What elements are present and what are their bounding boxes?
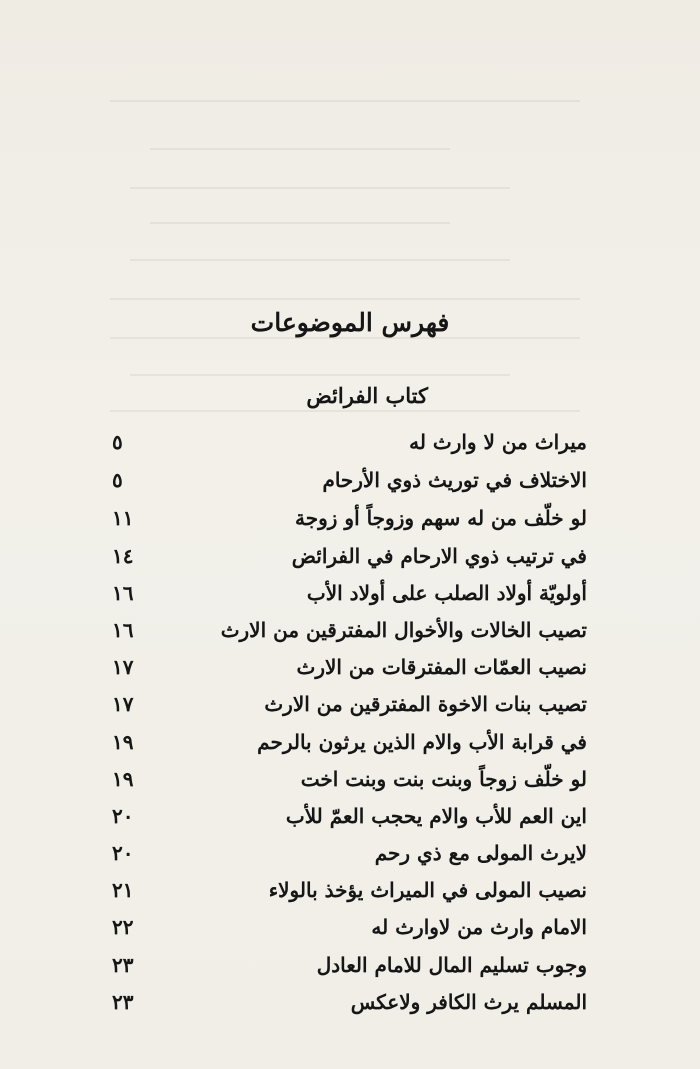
toc-entry-page: ١٦ (112, 618, 134, 642)
toc-entry-page: ١٩ (112, 730, 134, 754)
page-title: فهرس الموضوعات (250, 308, 450, 337)
toc-entry (112, 650, 587, 684)
toc-entry (112, 539, 587, 573)
toc-entry (112, 501, 587, 535)
toc-entry-page: ٥ (112, 468, 123, 492)
toc-entry (112, 948, 587, 982)
toc-entry (112, 873, 587, 907)
toc-entry-page: ١٤ (112, 544, 134, 568)
toc-entry-title: لو خلّف من له سهم وزوجاً أو زوجة (295, 506, 587, 530)
toc-entry-title: في ترتيب ذوي الارحام في الفرائض (291, 544, 587, 568)
toc-entry (112, 910, 587, 944)
toc-entry-page: ٢٣ (112, 990, 134, 1014)
toc-entry (112, 725, 587, 759)
toc-entry-title: أولويّة أولاد الصلب على أولاد الأب (306, 581, 587, 605)
toc-entry-title: نصيب المولى في الميراث يؤخذ بالولاء (268, 878, 587, 902)
toc-entry-page: ٢٠ (112, 804, 134, 828)
toc-entry (112, 613, 587, 647)
toc-entry (112, 576, 587, 610)
toc-entry-title: في قرابة الأب والام الذين يرثون بالرحم (257, 730, 587, 754)
toc-entry-page: ١٧ (112, 655, 134, 679)
toc-entry-title: نصيب العمّات المفترقات من الارث (296, 655, 587, 679)
toc-entry-page: ١٦ (112, 581, 134, 605)
toc-entry-title: الاختلاف في توريث ذوي الأرحام (322, 468, 587, 492)
toc-entry (112, 463, 587, 497)
toc-entry-page: ١٧ (112, 692, 134, 716)
toc-entry-title: لايرث المولى مع ذي رحم (374, 841, 587, 865)
toc-entry-page: ٥ (112, 430, 123, 454)
toc-entry-title: ميراث من لا وارث له (409, 430, 587, 454)
toc-entry-page: ١٩ (112, 767, 134, 791)
toc-entry-title: الامام وارث من لاوارث له (371, 915, 587, 939)
toc-entry-title: تصيب الخالات والأخوال المفترقين من الارث (220, 618, 587, 642)
toc-entry-title: لو خلّف زوجاً وبنت بنت وبنت اخت (300, 767, 587, 791)
toc-entry (112, 799, 587, 833)
toc-entry (112, 762, 587, 796)
toc-entry-title: المسلم يرث الكافر ولاعكس (350, 990, 587, 1014)
toc-entry-page: ٢٣ (112, 953, 134, 977)
toc-entry (112, 985, 587, 1019)
toc-entry-title: اين العم للأب والام يحجب العمّ للأب (285, 804, 587, 828)
section-title: كتاب الفرائض (306, 383, 428, 408)
toc-entry (112, 687, 587, 721)
toc-entry-page: ١١ (112, 506, 134, 530)
toc-entry (112, 425, 587, 459)
toc-entry-page: ٢٠ (112, 841, 134, 865)
toc-entry (112, 836, 587, 870)
toc-entry-page: ٢٢ (112, 915, 134, 939)
toc-entry-title: تصيب بنات الاخوة المفترقين من الارث (264, 692, 587, 716)
toc-entry-title: وجوب تسليم المال للامام العادل (316, 953, 587, 977)
toc-entry-page: ٢١ (112, 878, 134, 902)
